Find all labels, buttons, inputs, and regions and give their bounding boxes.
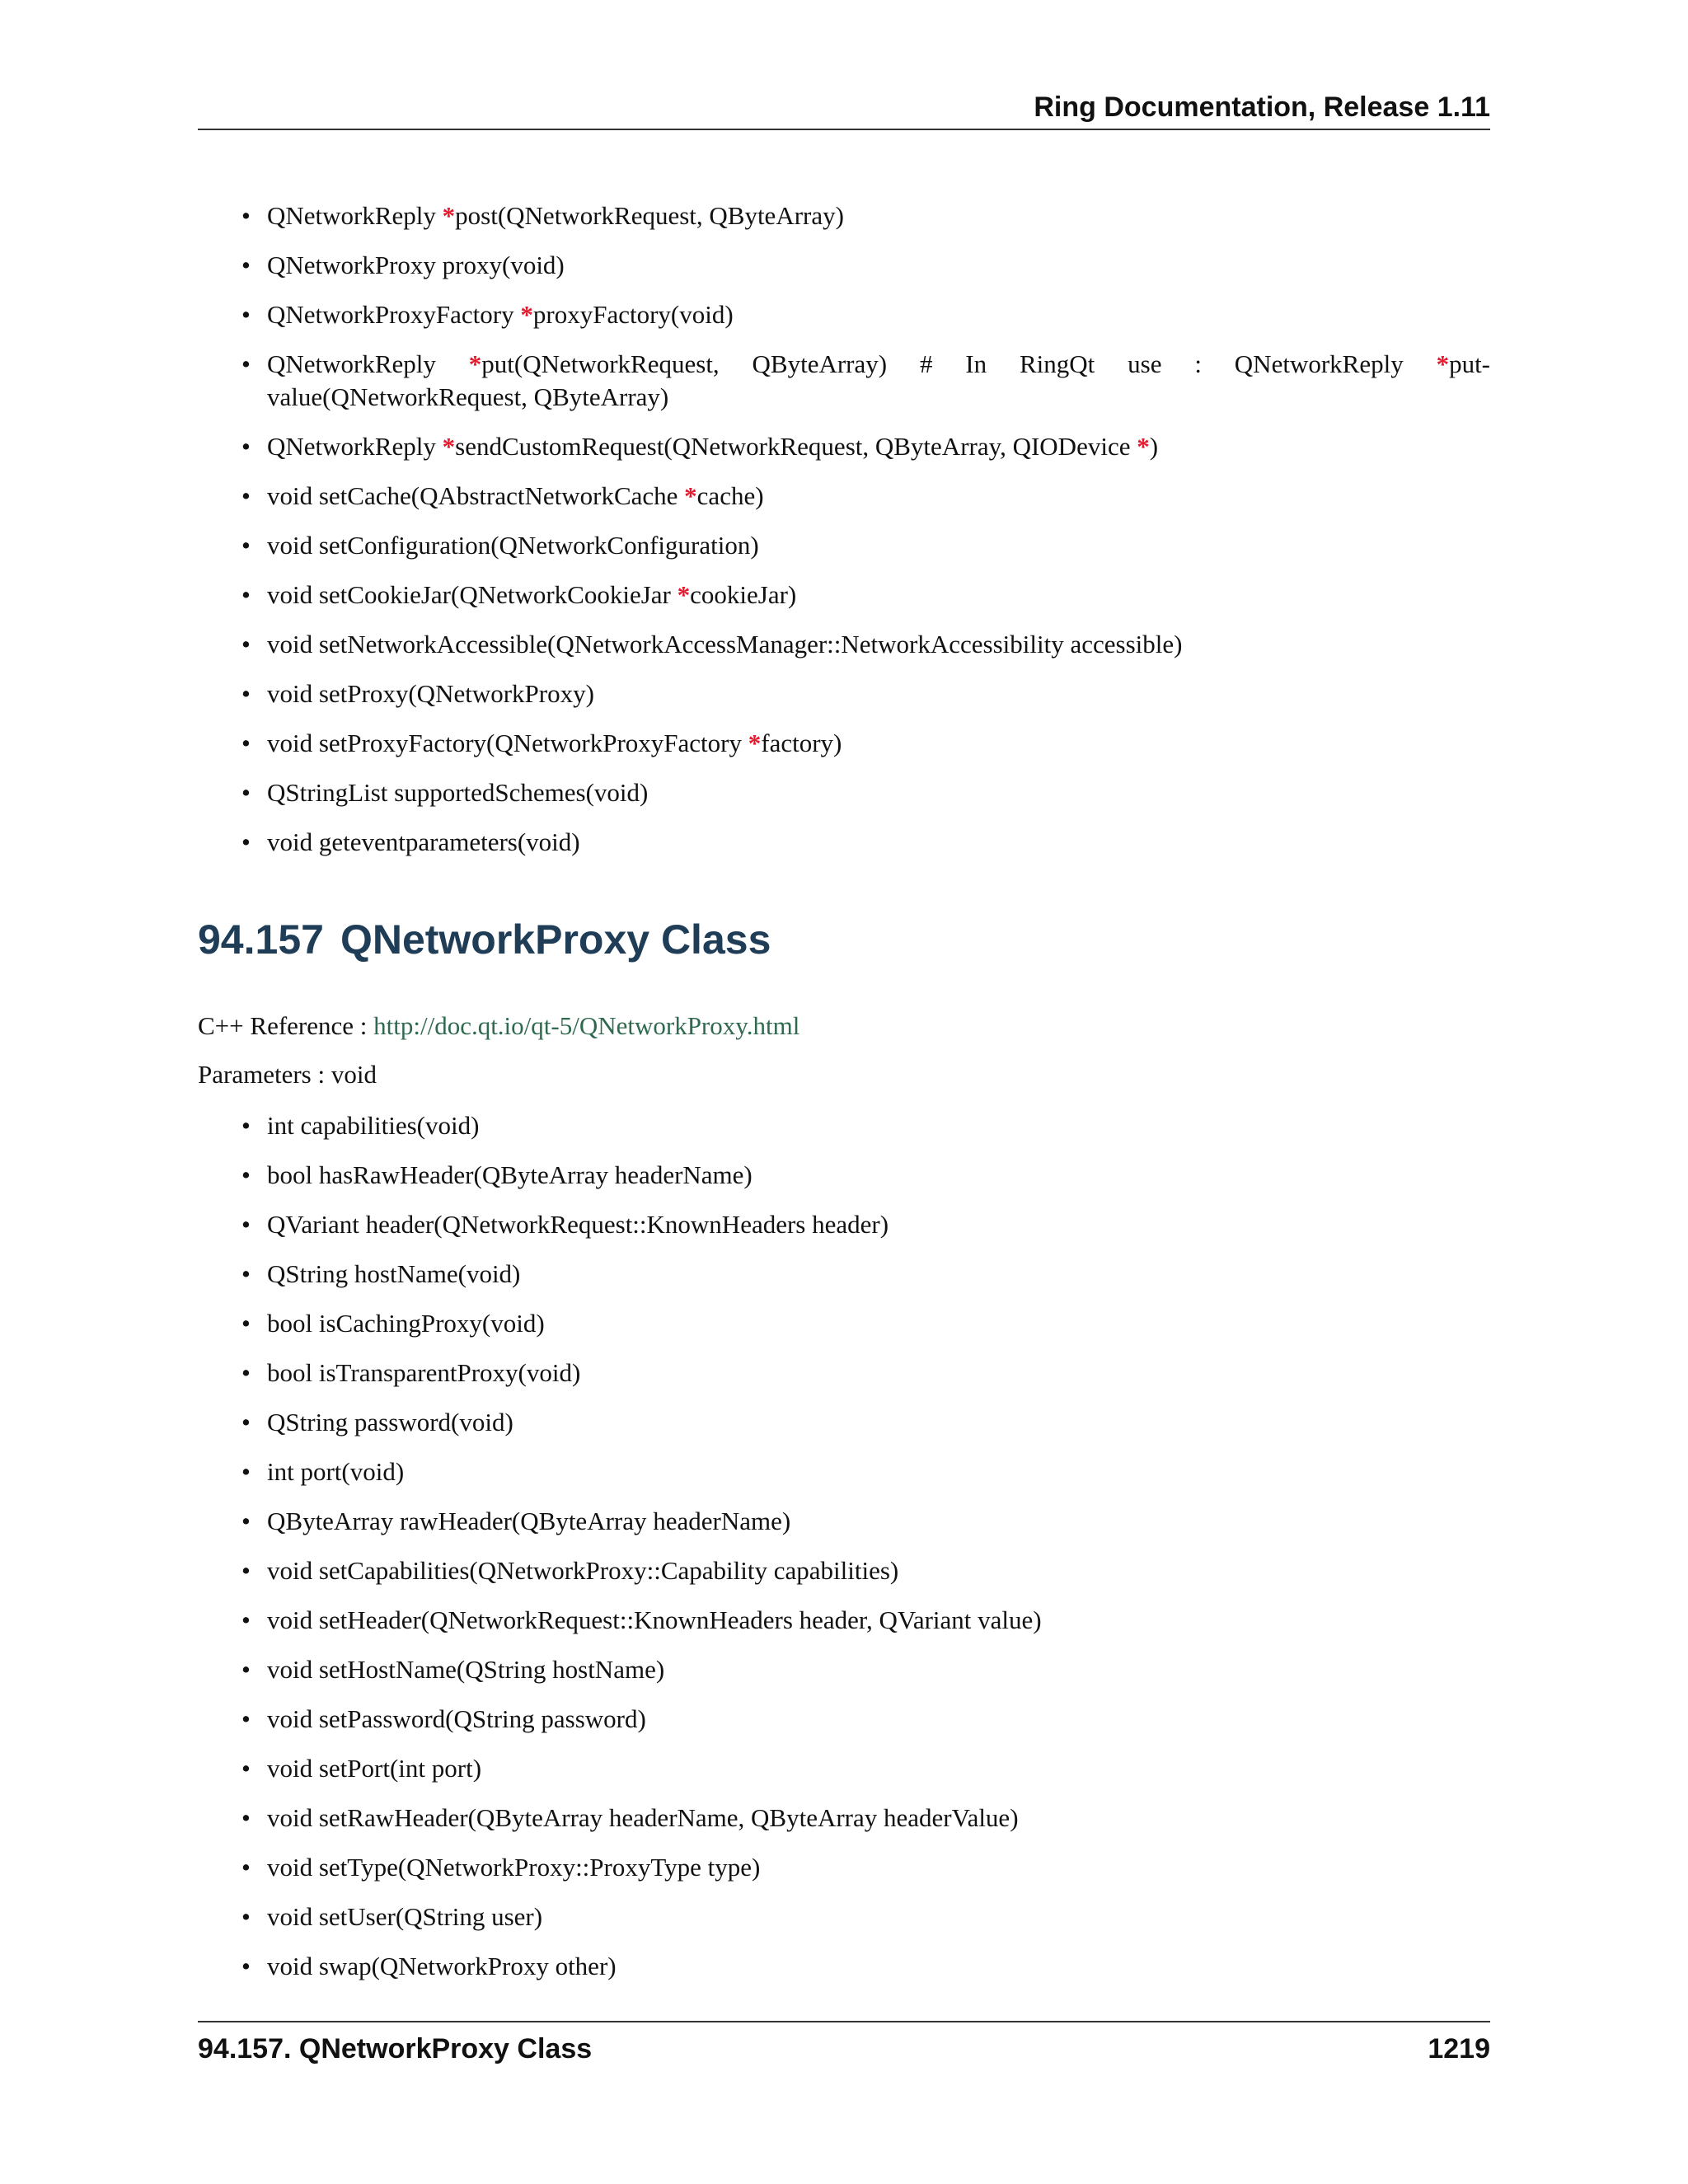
list-item: • void setHeader(QNetworkRequest::KnownHeaders header, QVariant value) [198,1604,1490,1637]
bullet-icon: • [241,1704,251,1733]
page-number: 1219 [1428,2033,1490,2064]
bullet-icon: • [241,1952,251,1980]
bullet-icon: • [241,1160,251,1189]
list-item: • void geteventparameters(void) [198,826,1490,859]
list-item: • void setPort(int port) [198,1752,1490,1785]
method-list-top [198,199,1490,875]
running-header [198,92,1490,130]
list-item: • int port(void) [198,1455,1490,1488]
pointer-star: * [468,349,482,378]
pointer-star: * [684,481,697,510]
list-item: • void setUser(QString user) [198,1900,1490,1933]
list-item: • QString hostName(void) [198,1258,1490,1291]
method-list-qnetworkproxy [198,1109,1490,1999]
list-item: • void setCapabilities(QNetworkProxy::Capability capabilities) [198,1554,1490,1587]
bullet-icon: • [241,300,251,329]
list-item: • void setPassword(QString password) [198,1703,1490,1736]
section-title-text: QNetworkProxy Class [340,916,771,963]
bullet-icon: • [241,1111,251,1140]
list-item: • QNetworkReply *post(QNetworkRequest, QByteArray) [198,199,1490,232]
list-item: • QNetworkReply *sendCustomRequest(QNetworkRequest, QByteArray, QIODevice *) [198,430,1490,463]
pointer-star: * [442,201,456,230]
bullet-icon: • [241,1259,251,1288]
bullet-icon: • [241,630,251,658]
bullet-icon: • [241,778,251,807]
list-item: • void setConfiguration(QNetworkConfiguration) [198,529,1490,562]
list-item: • void setCache(QAbstractNetworkCache *cache) [198,480,1490,513]
footer-section-label: 94.157. QNetworkProxy Class [198,2033,593,2064]
bullet-icon: • [241,1605,251,1634]
bullet-icon: • [241,432,251,461]
list-item: • void setProxy(QNetworkProxy) [198,677,1490,710]
list-item: • QVariant header(QNetworkRequest::KnownHeaders header) [198,1208,1490,1241]
bullet-icon: • [241,1507,251,1535]
bullet-icon: • [241,1655,251,1684]
list-item: • int capabilities(void) [198,1109,1490,1142]
list-item: • void setRawHeader(QByteArray headerName, QByteArray headerValue) [198,1802,1490,1835]
pointer-star: * [677,580,691,609]
pointer-star: * [1436,349,1450,378]
bullet-icon: • [241,827,251,856]
bullet-icon: • [241,1853,251,1882]
section-heading [198,915,771,964]
parameters-line: Parameters : void [198,1060,377,1089]
list-item: • bool hasRawHeader(QByteArray headerName) [198,1159,1490,1192]
list-item: • bool isTransparentProxy(void) [198,1357,1490,1390]
bullet-icon: • [241,1358,251,1387]
bullet-icon: • [241,1309,251,1338]
section-number: 94.157 [198,916,324,963]
cpp-reference-link[interactable]: http://doc.qt.io/qt-5/QNetworkProxy.html [373,1011,800,1040]
bullet-icon: • [241,251,251,279]
list-item: • QStringList supportedSchemes(void) [198,776,1490,809]
list-item: • void setProxyFactory(QNetworkProxyFactory *factory) [198,727,1490,760]
bullet-icon: • [241,1803,251,1832]
list-item: • bool isCachingProxy(void) [198,1307,1490,1340]
bullet-icon: • [241,580,251,609]
bullet-icon: • [241,1556,251,1585]
bullet-icon: • [241,481,251,510]
pointer-star: * [442,432,456,461]
bullet-icon: • [241,531,251,560]
bullet-icon: • [241,349,251,378]
list-item: • QString password(void) [198,1406,1490,1439]
list-item: • QNetworkProxy proxy(void) [198,249,1490,282]
list-item: • QByteArray rawHeader(QByteArray headerName) [198,1505,1490,1538]
list-item: • void setCookieJar(QNetworkCookieJar *cookieJar) [198,579,1490,612]
bullet-icon: • [241,679,251,708]
list-item: • void setNetworkAccessible(QNetworkAccessManager::NetworkAccessibility accessible) [198,628,1490,661]
cpp-reference-line [198,1010,799,1043]
header-title: Ring Documentation, Release 1.11 [1034,91,1490,123]
cpp-reference-label: C++ Reference : [198,1011,374,1040]
list-item: • void setType(QNetworkProxy::ProxyType type) [198,1851,1490,1884]
bullet-icon: • [241,1902,251,1931]
list-item: • void swap(QNetworkProxy other) [198,1950,1490,1983]
bullet-icon: • [241,201,251,230]
list-item: • QNetworkReply *put(QNetworkRequest, QByteArray) # In RingQt use : QNetworkReply *put-value(QNetworkRequest, QByteArray) [241,349,1490,411]
list-item: • QNetworkProxyFactory *proxyFactory(void) [198,298,1490,331]
bullet-icon: • [241,1457,251,1486]
pointer-star: * [1137,432,1150,461]
pointer-star: * [520,300,533,329]
bullet-icon: • [241,1408,251,1436]
bullet-icon: • [241,1210,251,1239]
document-page [198,0,1490,2184]
list-item: • void setHostName(QString hostName) [198,1653,1490,1686]
running-footer [198,2021,1490,2067]
bullet-icon: • [241,729,251,757]
bullet-icon: • [241,1754,251,1783]
pointer-star: * [748,729,762,757]
